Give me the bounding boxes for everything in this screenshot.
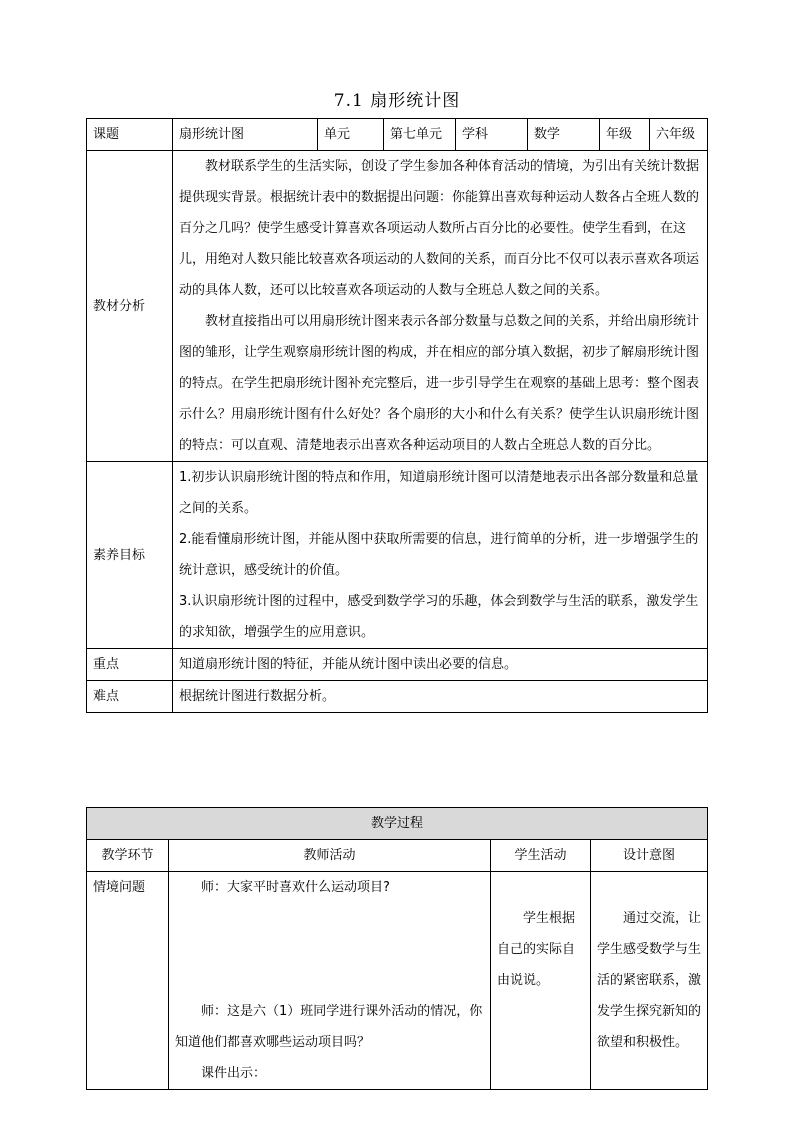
student-activity-cell [491,872,591,1090]
header-row [87,119,708,151]
process-header: 教学过程 [87,808,708,840]
topic-value: 扇形统计图 [173,119,318,151]
goal-3: 3.认识扇形统计图的过程中，感受到数学学习的乐趣，体会到数学与生活的联系，激发学生的求知欲，增强学生的应用意识。 [179,594,699,640]
stage-cell: 情境问题 [87,872,169,1090]
difficulty-row [87,681,708,713]
process-table [86,807,708,1090]
col-teacher: 教师活动 [169,840,491,872]
goal-2: 2.能看懂扇形统计图，并能从图中获取所需要的信息，进行简单的分析，进一步增强学生的统计意识，感受统计的价值。 [179,532,699,578]
lesson-info-table [86,118,708,713]
grade-value: 六年级 [650,119,708,151]
intent-text: 通过交流，让学生感受数学与生活的紧密联系，激发学生探究新知的欲望和积极性。 [597,911,702,1050]
goals-content [173,462,708,649]
goal-1: 1.初步认识扇形统计图的特点和作用，知道扇形统计图可以清楚地表示出各部分数量和总量之间的关系。 [179,470,699,516]
page-title: 7.1 扇形统计图 [333,91,461,111]
analysis-content [173,151,708,462]
key-point-text: 知道扇形统计图的特征，并能从统计图中读出必要的信息。 [173,649,708,681]
col-student: 学生活动 [491,840,591,872]
analysis-row [87,151,708,462]
analysis-paragraph-1: 教材联系学生的生活实际，创设了学生参加各种体育活动的情境，为引出有关统计数据提供现实背景。根据统计表中的数据提出问题：你能算出喜欢每种运动人数各占全班人数的百分之几吗？使学生感受计算喜欢各项运动人数所占百分比的必要性。使学生看到，在这儿，用绝对人数只能比较喜欢各项运动的人数间的关系，而百分比不仅可以表示喜欢各项运动的具体人数，还可以比较喜欢各项运动的人数与全班总人数之间的关系。 [179,159,700,298]
unit-label: 单元 [318,119,384,151]
topic-label: 课题 [87,119,173,151]
difficulty-text: 根据统计图进行数据分析。 [173,681,708,713]
spacer [175,903,484,996]
teacher-line-1: 师：大家平时喜欢什么运动项目? [201,880,390,895]
process-row-1 [87,872,708,1090]
subject-value: 数学 [528,119,600,151]
teacher-line-2: 师：这是六（1）班同学进行课外活动的情况，你知道他们都喜欢哪些运动项目吗？ [175,1004,483,1050]
key-point-label: 重点 [87,649,173,681]
goals-label: 素养目标 [87,462,173,649]
grade-label: 年级 [600,119,650,151]
subject-label: 学科 [456,119,528,151]
key-point-row [87,649,708,681]
goals-row [87,462,708,649]
student-text: 学生根据自己的实际自由说说。 [497,911,576,988]
process-columns-row [87,840,708,872]
teacher-line-3: 课件出示： [201,1066,267,1081]
col-intent: 设计意图 [591,840,708,872]
unit-value: 第七单元 [384,119,456,151]
analysis-paragraph-2: 教材直接指出可以用扇形统计图来表示各部分数量与总数之间的关系，并给出扇形统计图的雏形，让学生观察扇形统计图的构成，并在相应的部分填入数据，初步了解扇形统计图的特点。在学生把扇形统计图补充完整后，进一步引导学生在观察的基础上思考：整个图表示什么？用扇形统计图有什么好处？各个扇形的大小和什么有关系？使学生认识扇形统计图的特点：可以直观、清楚地表示出喜欢各种运动项目的人数占全班总人数的百分比。 [179,314,700,453]
process-header-row [87,808,708,840]
teacher-activity-cell [169,872,491,1090]
col-stage: 教学环节 [87,840,169,872]
analysis-label: 教材分析 [87,151,173,462]
design-intent-cell [591,872,708,1090]
difficulty-label: 难点 [87,681,173,713]
